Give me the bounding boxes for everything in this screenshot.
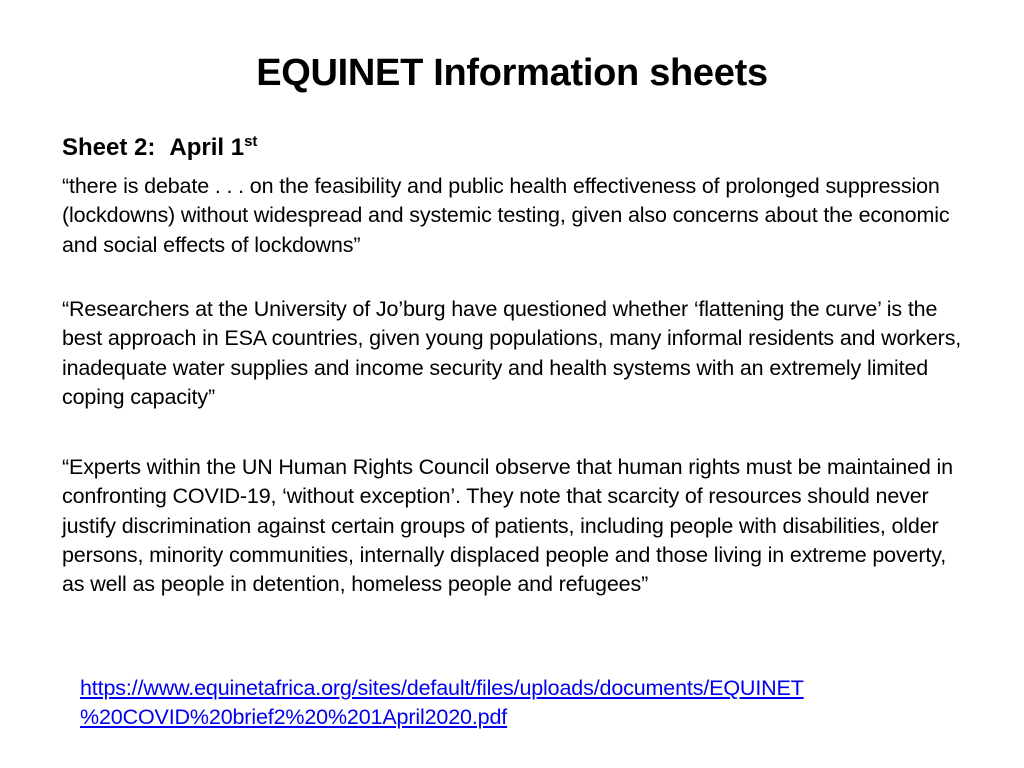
- source-link[interactable]: [80, 674, 940, 733]
- source-link-line2: %20COVID%20brief2%20%201April2020.pdf: [80, 705, 508, 730]
- quote-debate: “there is debate . . . on the feasibility and public health effectiveness of prolonged suppression (lockdowns) without widespread and systemic testing, given also concerns about the economic and social effects of lockdowns”: [62, 174, 950, 257]
- sheet-label: Sheet 2:: [62, 134, 156, 161]
- sheet-date-suffix: st: [244, 133, 258, 150]
- quote-researchers: “Researchers at the University of Jo’burg have questioned whether ‘flattening the curve’ is the best approach in ESA countries, given young populations, many informal residents and workers, inadequate water supplies and income security and health systems with an extremely limited coping capacity”: [62, 297, 962, 409]
- sheet-date: April 1: [169, 134, 245, 161]
- slide-title: EQUINET Information sheets: [256, 52, 768, 94]
- source-link-line1: https://www.equinetafrica.org/sites/default/files/uploads/documents/EQUINET: [80, 676, 804, 700]
- quote-un-experts: “Experts within the UN Human Rights Council observe that human rights must be maintained in confronting COVID-19, ‘without exception’. They note that scarcity of resources should never justify discrimination against certain groups of patients, including people with disabilities, older persons, minority communities, internally displaced people and those living in extreme poverty, as well as people in detention, homeless people and refugees”: [62, 455, 953, 597]
- sheet-heading: [62, 134, 257, 162]
